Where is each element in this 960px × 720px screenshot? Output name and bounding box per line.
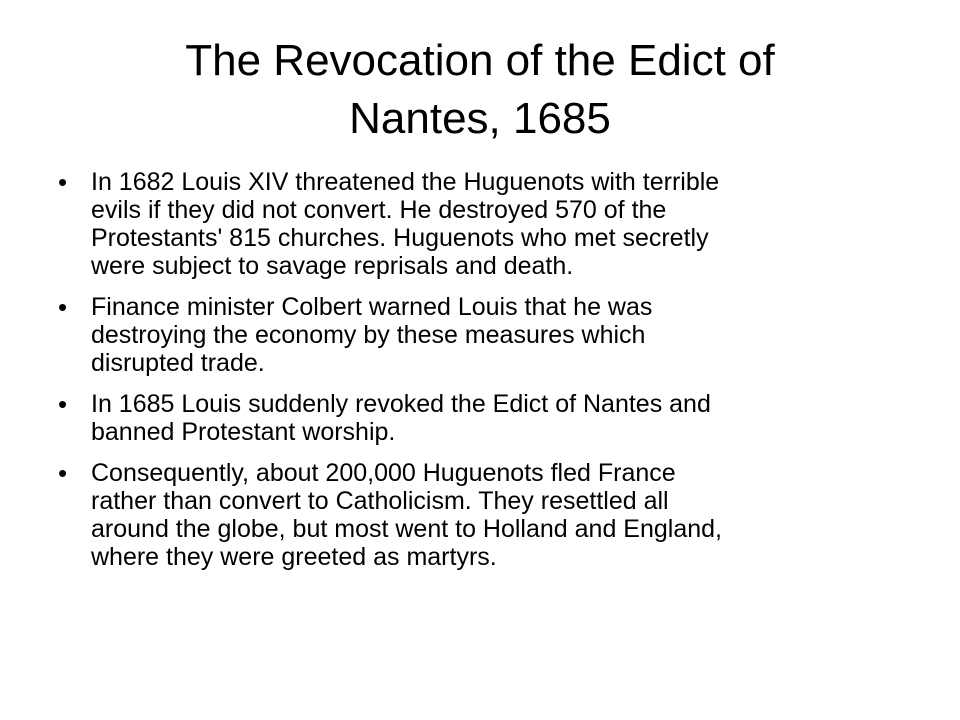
bullet-line: In 1685 Louis suddenly revoked the Edict of Nantes and bbox=[91, 390, 711, 418]
bullet-text bbox=[91, 293, 920, 377]
bullet-line: disrupted trade. bbox=[91, 349, 265, 377]
bullet-line: Finance minister Colbert warned Louis that he was bbox=[91, 293, 653, 321]
bullet-item bbox=[58, 459, 920, 571]
bullet-line: where they were greeted as martyrs. bbox=[91, 543, 497, 571]
bullet-line: rather than convert to Catholicism. They resettled all bbox=[91, 487, 669, 515]
bullet-item bbox=[58, 293, 920, 377]
bullet-line: banned Protestant worship. bbox=[91, 418, 396, 446]
bullet-line: Consequently, about 200,000 Huguenots fled France bbox=[91, 459, 676, 487]
bullet-dot-icon: • bbox=[58, 167, 68, 197]
bullet-line: destroying the economy by these measures which bbox=[91, 321, 646, 349]
bullet-line: In 1682 Louis XIV threatened the Huguenots with terrible bbox=[91, 168, 720, 196]
bullet-line: Protestants' 815 churches. Huguenots who met secretly bbox=[91, 224, 709, 252]
bullet-item bbox=[58, 168, 920, 280]
bullet-text bbox=[91, 390, 920, 446]
bullet-line: were subject to savage reprisals and death. bbox=[91, 252, 574, 280]
bullet-text bbox=[91, 168, 920, 280]
bullet-line: evils if they did not convert. He destroyed 570 of the bbox=[91, 196, 667, 224]
bullet-dot-icon: • bbox=[58, 389, 68, 419]
bullet-dot-icon: • bbox=[58, 292, 68, 322]
slide-title bbox=[60, 32, 900, 148]
bullet-list bbox=[58, 168, 920, 584]
bullet-dot-icon: • bbox=[58, 458, 68, 488]
bullet-item bbox=[58, 390, 920, 446]
bullet-text bbox=[91, 459, 920, 571]
title-line: The Revocation of the Edict of bbox=[185, 36, 775, 85]
title-line: Nantes, 1685 bbox=[349, 94, 611, 143]
bullet-line: around the globe, but most went to Holland and England, bbox=[91, 515, 722, 543]
